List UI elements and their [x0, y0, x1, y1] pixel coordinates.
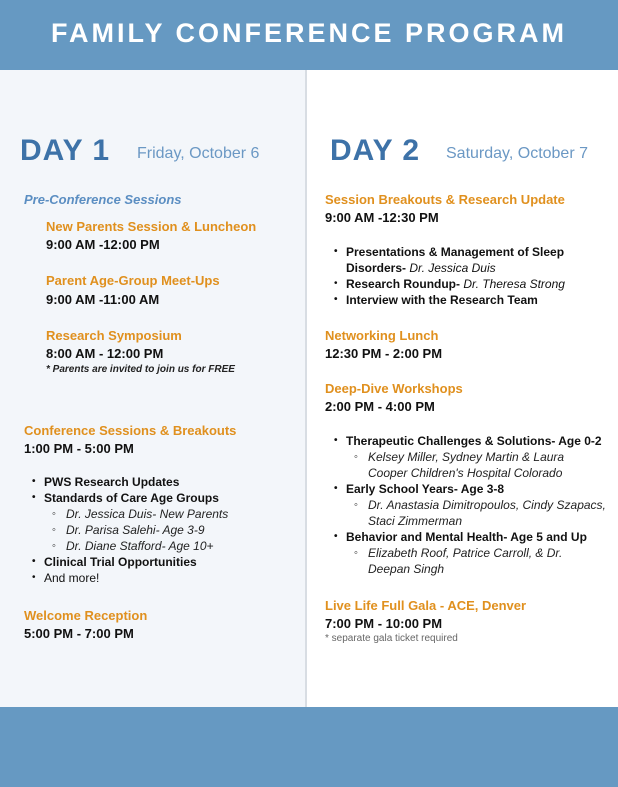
- day2-label: DAY 2: [330, 134, 421, 167]
- gala-time: 7:00 PM - 10:00 PM: [325, 616, 443, 631]
- conference-sessions-title: Conference Sessions & Breakouts: [24, 423, 237, 438]
- session-time: 9:00 AM -11:00 AM: [46, 292, 160, 307]
- list-item: • Behavior and Mental Health- Age 5 and Up: [332, 529, 606, 545]
- speaker-name: Dr. Jessica Duis: [406, 261, 496, 275]
- list-item: • Therapeutic Challenges & Solutions- Age 0-2: [332, 433, 606, 449]
- gala-note: * separate gala ticket required: [325, 633, 458, 644]
- networking-lunch-time: 12:30 PM - 2:00 PM: [325, 346, 443, 361]
- session-title: New Parents Session & Luncheon: [46, 219, 257, 234]
- list-item: • And more!: [30, 570, 228, 586]
- list-item: [332, 276, 565, 292]
- list-item: • PWS Research Updates: [30, 474, 228, 490]
- header-bar: [0, 0, 618, 70]
- conference-items-list: [30, 474, 228, 586]
- page-title: FAMILY CONFERENCE PROGRAM: [50, 18, 568, 48]
- list-item: • Early School Years- Age 3-8: [332, 481, 606, 497]
- list-item: Cooper Children's Hospital Colorado: [368, 466, 563, 480]
- session-title: Parent Age-Group Meet-Ups: [46, 273, 220, 288]
- conference-sessions-time: 1:00 PM - 5:00 PM: [24, 441, 134, 456]
- roundup-topic: Research Roundup-: [346, 277, 461, 291]
- footer-bar: [0, 707, 618, 787]
- deep-dive-time: 2:00 PM - 4:00 PM: [325, 399, 435, 414]
- welcome-reception-time: 5:00 PM - 7:00 PM: [24, 626, 134, 641]
- list-item: ◦ Dr. Parisa Salehi- Age 3-9: [30, 522, 228, 538]
- list-item: Staci Zimmerman: [368, 514, 463, 528]
- sleep-topic-continued: Disorders-: [346, 261, 407, 275]
- list-item: • Interview with the Research Team: [332, 292, 565, 308]
- list-item: • Clinical Trial Opportunities: [30, 554, 228, 570]
- networking-lunch-title: Networking Lunch: [325, 328, 439, 343]
- deep-dive-title: Deep-Dive Workshops: [325, 381, 463, 396]
- list-item: ◦ Dr. Diane Stafford- Age 10+: [30, 538, 228, 554]
- workshops-list: [332, 433, 606, 577]
- day1-label: DAY 1: [20, 134, 111, 167]
- list-item: • Presentations & Management of Sleep: [332, 244, 565, 260]
- welcome-reception-title: Welcome Reception: [24, 608, 148, 623]
- breakout-time: 9:00 AM -12:30 PM: [325, 210, 439, 225]
- list-item: ◦ Elizabeth Roof, Patrice Carroll, & Dr.: [332, 545, 606, 561]
- column-divider: [305, 70, 307, 707]
- breakout-title: Session Breakouts & Research Update: [325, 192, 565, 207]
- session-time: 8:00 AM - 12:00 PM: [46, 346, 164, 361]
- list-item: ◦ Kelsey Miller, Sydney Martin & Laura: [332, 449, 606, 465]
- pre-conference-heading: Pre-Conference Sessions: [24, 192, 182, 207]
- session-title: Research Symposium: [46, 328, 182, 343]
- day2-date: Saturday, October 7: [446, 145, 588, 162]
- list-item: [332, 260, 565, 276]
- session-time: 9:00 AM -12:00 PM: [46, 237, 160, 252]
- list-item: ◦ Dr. Jessica Duis- New Parents: [30, 506, 228, 522]
- list-item: Deepan Singh: [368, 562, 445, 576]
- speaker-name: Dr. Theresa Strong: [460, 277, 565, 291]
- list-item: • Standards of Care Age Groups: [30, 490, 228, 506]
- breakout-items-list: [332, 244, 565, 308]
- free-note: * Parents are invited to join us for FREE: [46, 364, 235, 375]
- list-item: ◦ Dr. Anastasia Dimitropoulos, Cindy Szapacs,: [332, 497, 606, 513]
- day1-date: Friday, October 6: [137, 145, 260, 162]
- gala-title: Live Life Full Gala - ACE, Denver: [325, 598, 527, 613]
